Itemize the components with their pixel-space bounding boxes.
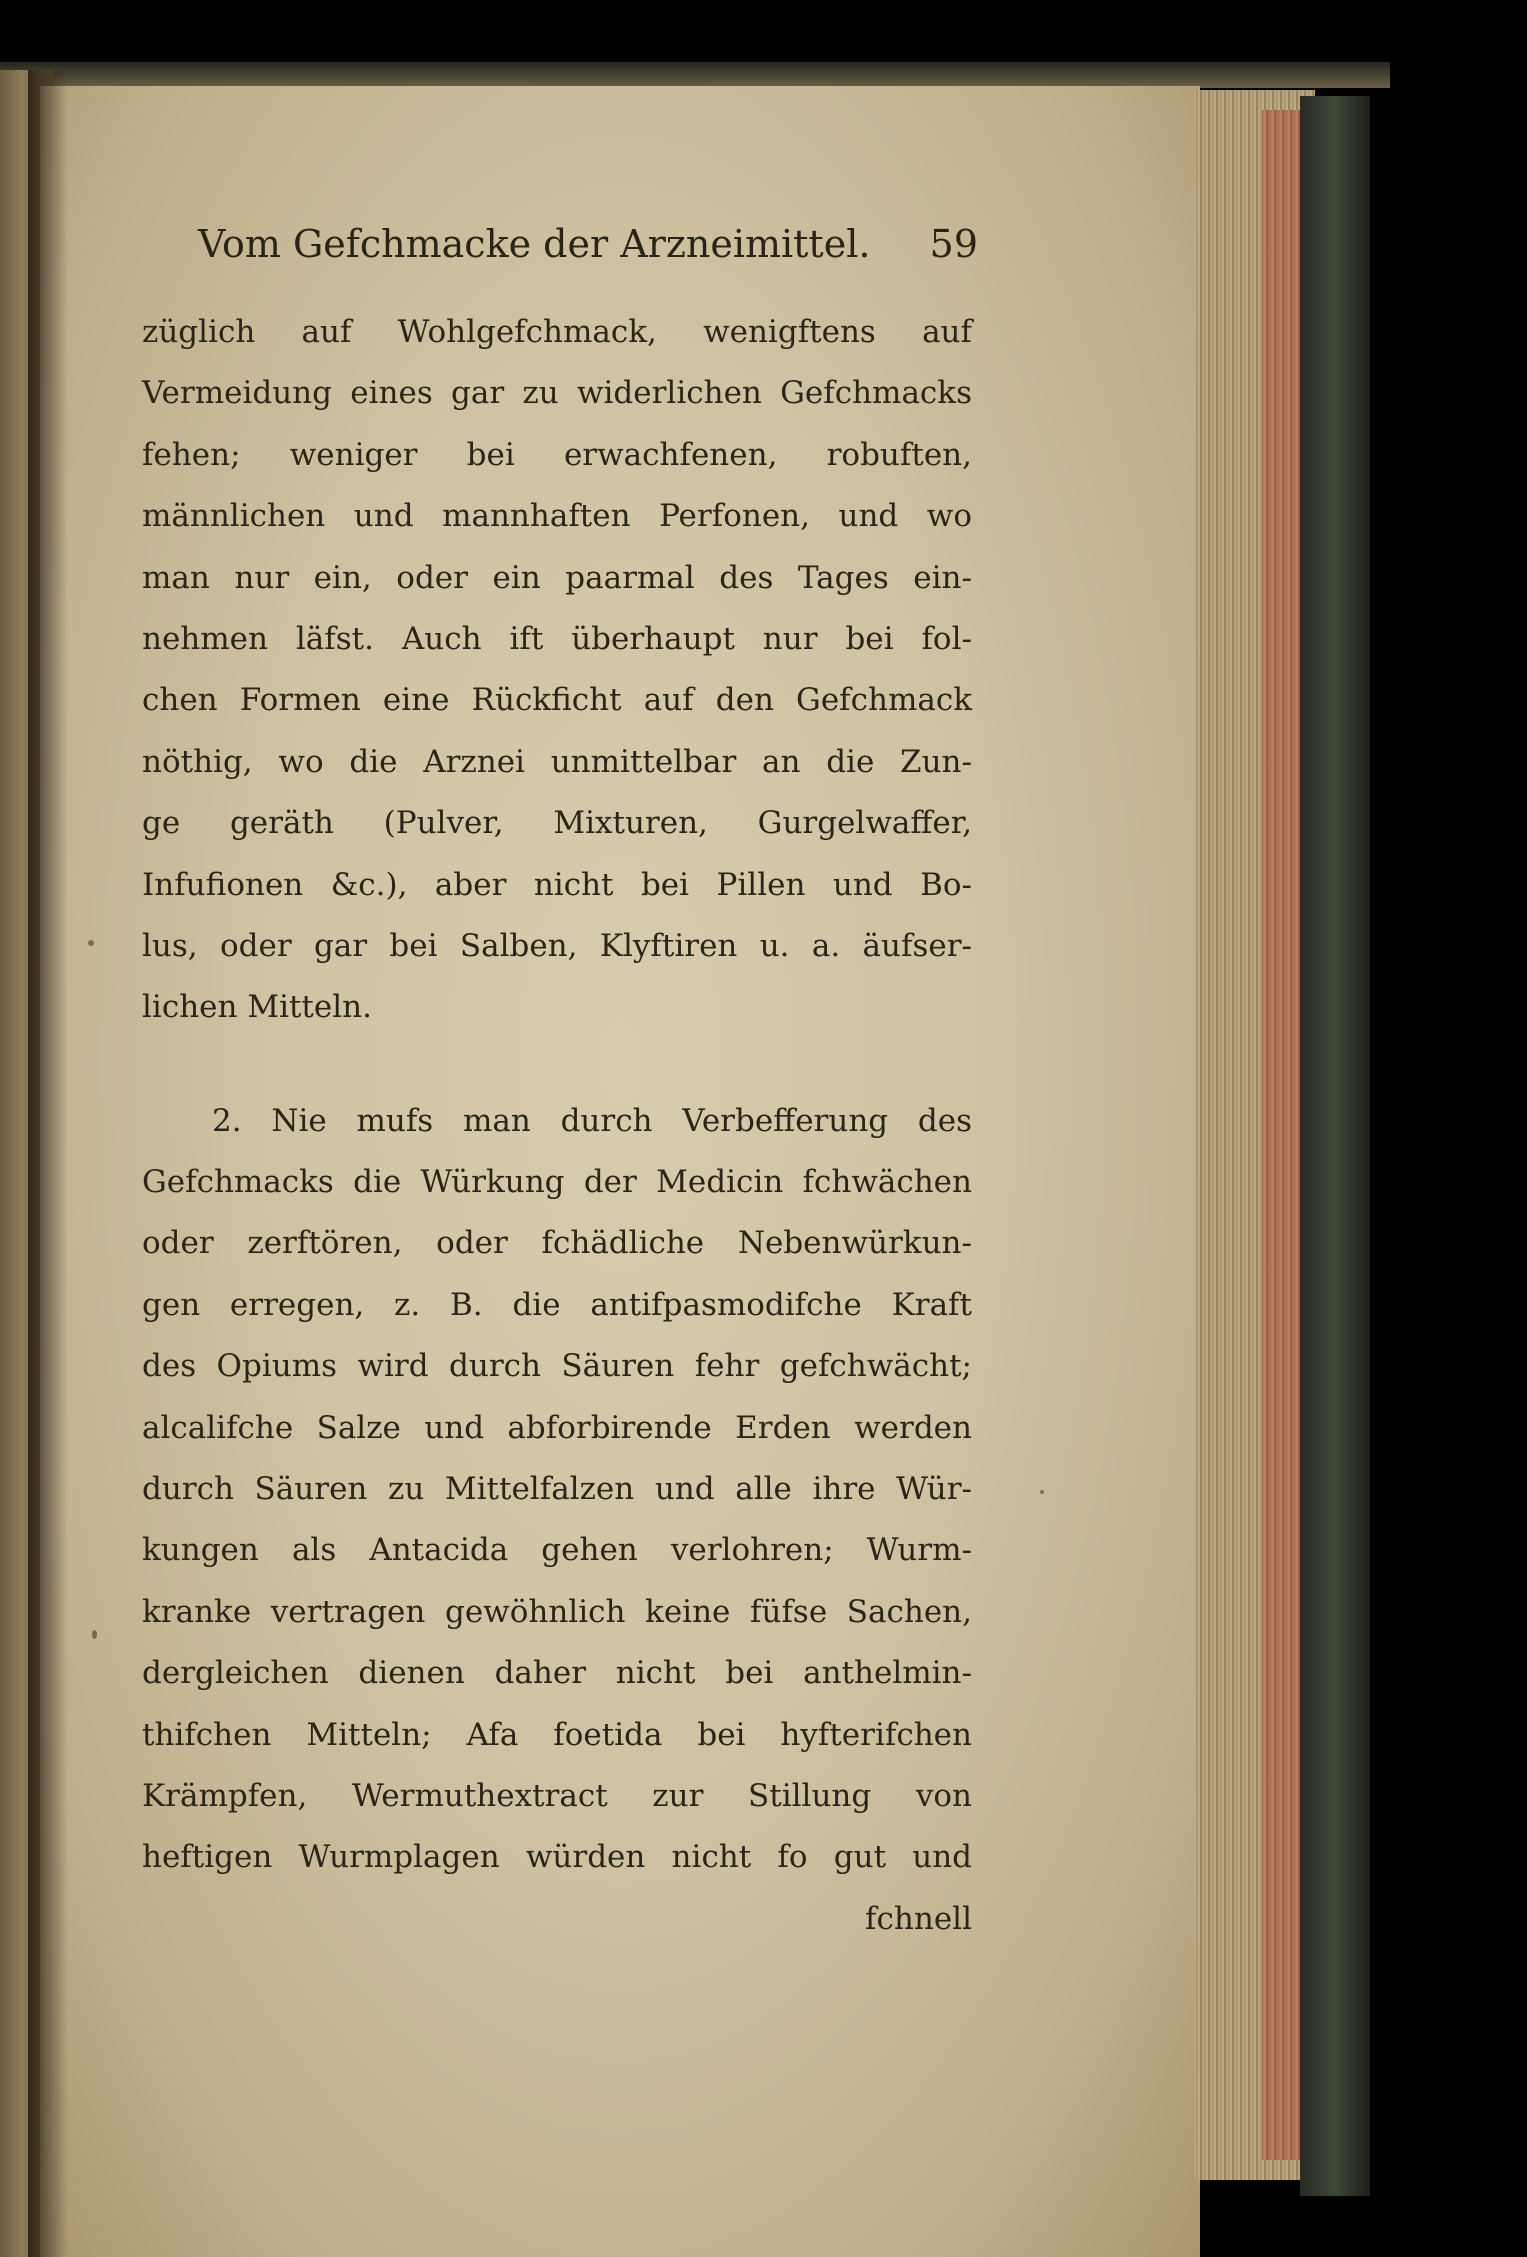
text-line: ge geräth (Pulver, Mixturen, Gurgelwaffer,: [142, 805, 972, 842]
running-head: [198, 222, 978, 282]
catchword: fchnell: [865, 1900, 972, 1937]
text-line: fehen; weniger bei erwachfenen, robuften,: [142, 436, 972, 473]
text-line: kungen als Antacida gehen verlohren; Wurm-: [142, 1532, 972, 1569]
text-line: man nur ein, oder ein paarmal des Tages ein-: [142, 559, 972, 596]
text-line: lichen Mitteln.: [142, 989, 372, 1026]
text-line: alcalifche Salze und abforbirende Erden werden: [142, 1409, 972, 1446]
text-line: nehmen läfst. Auch ift überhaupt nur bei fol-: [142, 620, 972, 657]
text-line: lus, oder gar bei Salben, Klyftiren u. a. äufser-: [142, 927, 972, 964]
gutter-shadow: [28, 70, 68, 2257]
body-text: [142, 302, 972, 1950]
text-line: thifchen Mitteln; Afa foetida bei hyfterifchen: [142, 1716, 972, 1753]
paragraph-gap: [142, 1039, 972, 1091]
text-line: heftigen Wurmplagen würden nicht fo gut und: [142, 1839, 972, 1876]
red-edged-pages: [1262, 110, 1302, 2160]
paper-speck: [92, 1630, 97, 1639]
book-cover-top-edge: [0, 62, 1390, 88]
text-line: nöthig, wo die Arznei unmittelbar an die Zun-: [142, 743, 972, 780]
text-line: 2. Nie mufs man durch Verbefferung des: [212, 1102, 972, 1139]
text-line: züglich auf Wohlgefchmack, wenigftens auf: [142, 314, 972, 350]
text-line: Vermeidung eines gar zu widerlichen Gefchmacks: [142, 375, 972, 412]
text-line: gen erregen, z. B. die antifpasmodifche Kraft: [142, 1286, 972, 1323]
text-line: Infufionen &c.), aber nicht bei Pillen und Bo-: [142, 866, 972, 903]
text-line: chen Formen eine Rückficht auf den Gefchmack: [142, 682, 972, 719]
running-head-title: Vom Gefchmacke der Arzneimittel.: [198, 222, 871, 266]
paper-speck: [1040, 1490, 1044, 1494]
text-line: des Opiums wird durch Säuren fehr gefchwächt;: [142, 1348, 972, 1385]
text-line: oder zerftören, oder fchädliche Nebenwürkun-: [142, 1225, 972, 1262]
text-line: durch Säuren zu Mittelfalzen und alle ihre Wür-: [142, 1471, 972, 1508]
text-line: kranke vertragen gewöhnlich keine füfse Sachen,: [142, 1593, 972, 1630]
text-line: männlichen und mannhaften Perfonen, und wo: [142, 498, 972, 535]
paper-speck: [88, 940, 94, 946]
book-binding: [1300, 96, 1370, 2196]
text-line: Gefchmacks die Würkung der Medicin fchwächen: [142, 1164, 972, 1201]
text-line: dergleichen dienen daher nicht bei anthelmin-: [142, 1655, 972, 1692]
page-number: 59: [929, 222, 978, 266]
text-line: Krämpfen, Wermuthextract zur Stillung von: [142, 1777, 972, 1814]
